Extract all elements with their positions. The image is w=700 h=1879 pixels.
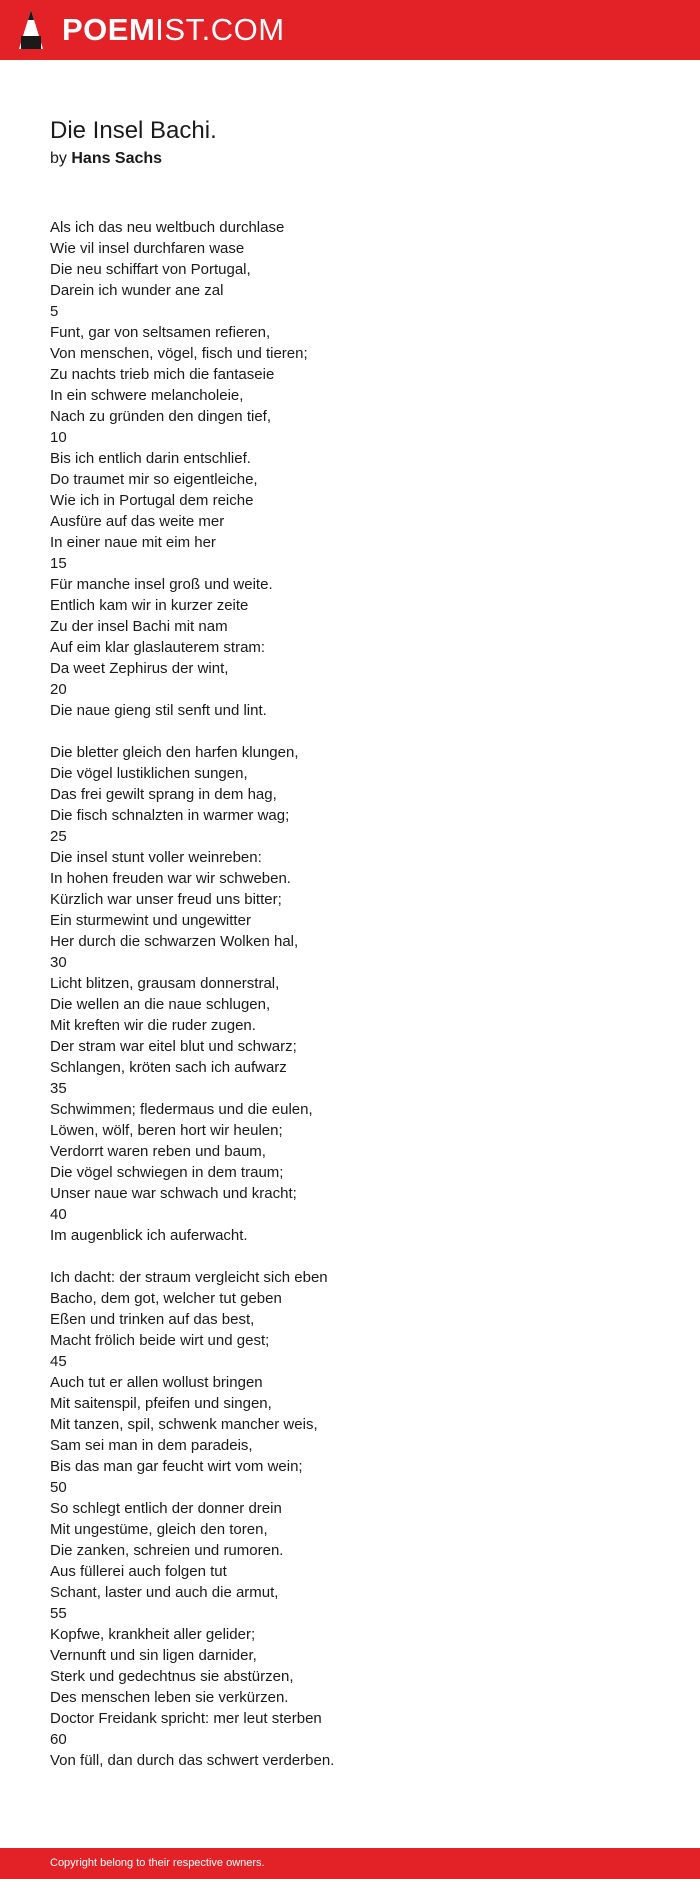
poem-line: Ausfüre auf das weite mer	[50, 513, 225, 530]
line-number: 35	[50, 1080, 67, 1097]
site-logo[interactable]	[62, 10, 285, 50]
line-number: 55	[50, 1605, 67, 1622]
poem-line: Nach zu gründen den dingen tief,	[50, 408, 271, 425]
poem-line: Sterk und gedechtnus sie abstürzen,	[50, 1668, 294, 1685]
poem-line: Eßen und trinken auf das best,	[50, 1311, 255, 1328]
poem-line: Schwimmen; fledermaus und die eulen,	[50, 1101, 313, 1118]
poem-line: In ein schwere melancholeie,	[50, 387, 244, 404]
line-number: 10	[50, 429, 67, 446]
poem-line: Licht blitzen, grausam donnerstral,	[50, 975, 280, 992]
poem-line: Die insel stunt voller weinreben:	[50, 849, 262, 866]
poem-line: Vernunft und sin ligen darnider,	[50, 1647, 257, 1664]
poem-line: Von füll, dan durch das schwert verderben.	[50, 1752, 335, 1769]
line-number: 5	[50, 303, 59, 320]
poem-line: Kürzlich war unser freud uns bitter;	[50, 891, 282, 908]
site-footer	[0, 1848, 700, 1879]
line-number: 25	[50, 828, 67, 845]
poem-line: Da weet Zephirus der wint,	[50, 660, 229, 677]
logo-text-bold: POEM	[62, 12, 156, 47]
poem-line: Ich dacht: der straum vergleicht sich eben	[50, 1269, 328, 1286]
poem-line: In hohen freuden war wir schweben.	[50, 870, 291, 887]
poem-line: Auch tut er allen wollust bringen	[50, 1374, 263, 1391]
poem-line: Kopfwe, krankheit aller gelider;	[50, 1626, 256, 1643]
poem-line: Bis das man gar feucht wirt vom wein;	[50, 1458, 303, 1475]
stanza	[50, 1267, 650, 1771]
poem-line: Des menschen leben sie verkürzen.	[50, 1689, 289, 1706]
poem-line: Darein ich wunder ane zal	[50, 282, 224, 299]
poem-line: Die vögel schwiegen in dem traum;	[50, 1164, 284, 1181]
poem-line: Auf eim klar glaslauterem stram:	[50, 639, 266, 656]
poem-line: Die neu schiffart von Portugal,	[50, 261, 251, 278]
poem-line: Schant, laster und auch die armut,	[50, 1584, 279, 1601]
author-name: Hans Sachs	[71, 150, 163, 167]
site-header	[0, 0, 700, 60]
poem-line: Schlangen, kröten sach ich aufwarz	[50, 1059, 287, 1076]
copyright-text: Copyright belong to their respective owners.	[50, 1857, 265, 1869]
poem-line: Doctor Freidank spricht: mer leut sterben	[50, 1710, 322, 1727]
poem-line: Do traumet mir so eigentleiche,	[50, 471, 258, 488]
poem-line: Mit kreften wir die ruder zugen.	[50, 1017, 256, 1034]
poem-line: In einer naue mit eim her	[50, 534, 216, 551]
pencil-icon[interactable]	[18, 8, 44, 52]
line-number: 50	[50, 1479, 67, 1496]
poem-title: Die Insel Bachi.	[50, 117, 217, 144]
poem-line: Mit ungestüme, gleich den toren,	[50, 1521, 268, 1538]
line-number: 40	[50, 1206, 67, 1223]
stanza-gap	[50, 1246, 650, 1267]
poem-line: Für manche insel groß und weite.	[50, 576, 273, 593]
poem-line: Die zanken, schreien und rumoren.	[50, 1542, 284, 1559]
poem-line: Im augenblick ich auferwacht.	[50, 1227, 248, 1244]
poem-body	[50, 217, 650, 1771]
poem-line: Mit saitenspil, pfeifen und singen,	[50, 1395, 272, 1412]
poem-line: Sam sei man in dem paradeis,	[50, 1437, 253, 1454]
byline	[50, 148, 162, 170]
poem-line: Unser naue war schwach und kracht;	[50, 1185, 297, 1202]
byline-prefix: by	[50, 150, 67, 167]
poem-line: Mit tanzen, spil, schwenk mancher weis,	[50, 1416, 318, 1433]
poem-line: Von menschen, vögel, fisch und tieren;	[50, 345, 308, 362]
poem-line: Als ich das neu weltbuch durchlase	[50, 219, 285, 236]
poem-line: So schlegt entlich der donner drein	[50, 1500, 282, 1517]
poem-line: Bacho, dem got, welcher tut geben	[50, 1290, 282, 1307]
line-number: 20	[50, 681, 67, 698]
poem-line: Zu der insel Bachi mit nam	[50, 618, 228, 635]
stanza	[50, 742, 650, 1246]
poem-line: Macht frölich beide wirt und gest;	[50, 1332, 270, 1349]
poem-line: Funt, gar von seltsamen refieren,	[50, 324, 271, 341]
poem-line: Ein sturmewint und ungewitter	[50, 912, 251, 929]
line-number: 30	[50, 954, 67, 971]
poem-line: Bis ich entlich darin entschlief.	[50, 450, 251, 467]
poem-line: Das frei gewilt sprang in dem hag,	[50, 786, 277, 803]
line-number: 60	[50, 1731, 67, 1748]
poem-line: Die wellen an die naue schlugen,	[50, 996, 271, 1013]
poem-line: Löwen, wölf, beren hort wir heulen;	[50, 1122, 283, 1139]
poem-line: Die bletter gleich den harfen klungen,	[50, 744, 299, 761]
line-number: 15	[50, 555, 67, 572]
poem-line: Die fisch schnalzten in warmer wag;	[50, 807, 290, 824]
poem-line: Aus füllerei auch folgen tut	[50, 1563, 227, 1580]
poem-line: Wie ich in Portugal dem reiche	[50, 492, 254, 509]
poem-line: Die vögel lustiklichen sungen,	[50, 765, 248, 782]
line-number: 45	[50, 1353, 67, 1370]
poem-line: Der stram war eitel blut und schwarz;	[50, 1038, 297, 1055]
poem-line: Her durch die schwarzen Wolken hal,	[50, 933, 299, 950]
poem-line: Entlich kam wir in kurzer zeite	[50, 597, 249, 614]
stanza-gap	[50, 721, 650, 742]
logo-text-light: IST.COM	[155, 12, 285, 47]
poem-line: Die naue gieng stil senft und lint.	[50, 702, 267, 719]
stanza	[50, 217, 650, 721]
poem-line: Zu nachts trieb mich die fantaseie	[50, 366, 275, 383]
poem-line: Verdorrt waren reben und baum,	[50, 1143, 266, 1160]
poem-line: Wie vil insel durchfaren wase	[50, 240, 245, 257]
